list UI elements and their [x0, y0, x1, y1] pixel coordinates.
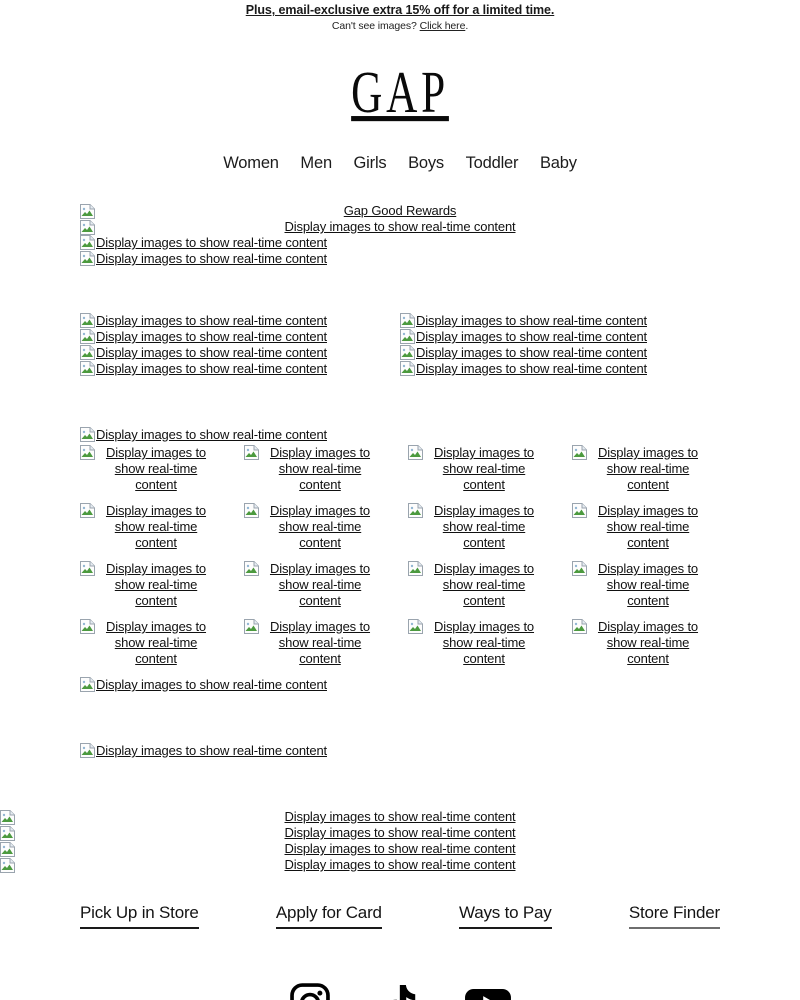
list-item [80, 361, 400, 377]
nav-item-boys[interactable]: Boys [408, 154, 444, 172]
alt-text-link[interactable]: Display images to show real-time content [597, 619, 699, 666]
broken-image-icon [80, 743, 95, 758]
list-item [400, 361, 720, 377]
product-grid-block [0, 427, 800, 759]
alt-text-link[interactable]: Display images to show real-time content [416, 361, 647, 376]
broken-image-icon [400, 345, 415, 360]
tiktok-icon[interactable] [376, 981, 420, 1000]
list-item [400, 345, 720, 361]
alt-text-link[interactable]: Display images to show real-time content [269, 503, 371, 550]
broken-image-icon [572, 561, 587, 576]
nav-item-toddler[interactable]: Toddler [465, 154, 519, 172]
alt-text-link[interactable]: Display images to show real-time content [96, 329, 327, 344]
list-item [400, 329, 720, 345]
nav-item-women[interactable]: Women [223, 154, 279, 172]
product-grid-row [80, 619, 720, 667]
product-cell [572, 561, 736, 609]
alt-text-link[interactable]: Display images to show real-time content [105, 503, 207, 550]
grid-banner [80, 427, 720, 443]
broken-image-icon [80, 445, 95, 460]
product-cell [80, 619, 244, 667]
broken-image-icon [408, 561, 423, 576]
rewards-alt-link[interactable]: Display images to show real-time content [96, 251, 327, 266]
apply-for-card-button[interactable]: Apply for Card [276, 903, 382, 929]
footer-alt-link[interactable]: Display images to show real-time content [284, 825, 516, 840]
alt-text-link[interactable]: Display images to show real-time content [105, 619, 207, 666]
broken-image-icon [572, 445, 587, 460]
broken-image-icon [80, 361, 95, 376]
broken-image-icon [400, 329, 415, 344]
broken-image-icon [244, 619, 259, 634]
broken-image-icon [80, 345, 95, 360]
product-cell [80, 561, 244, 609]
two-column-left [80, 313, 400, 377]
rewards-image-link[interactable]: Display images to show real-time content [284, 219, 516, 234]
broken-image-icon [0, 826, 15, 841]
broken-image-icon [244, 445, 259, 460]
product-cell [572, 619, 736, 667]
alt-text-link[interactable]: Display images to show real-time content [96, 361, 327, 376]
store-finder-button[interactable]: Store Finder [629, 903, 720, 929]
broken-image-icon [80, 427, 95, 442]
alt-text-link[interactable]: Display images to show real-time content [269, 445, 371, 492]
alt-text-link[interactable]: Display images to show real-time content [433, 503, 535, 550]
footer-link-column [80, 809, 720, 873]
product-cell [80, 445, 244, 493]
broken-image-icon [80, 204, 95, 219]
alt-text-link[interactable]: Display images to show real-time content [105, 561, 207, 608]
broken-image-icon [80, 503, 95, 518]
product-cell [408, 445, 572, 493]
footer-icon-column [0, 810, 15, 874]
product-cell [80, 503, 244, 551]
product-cell [244, 561, 408, 609]
broken-image-icon [80, 220, 95, 235]
broken-image-icon [80, 619, 95, 634]
alt-text-link[interactable]: Display images to show real-time content [96, 743, 327, 758]
social-links-row [0, 981, 800, 1000]
broken-image-icon [400, 361, 415, 376]
rewards-headline-center [80, 203, 720, 219]
broken-image-icon [244, 561, 259, 576]
youtube-icon[interactable] [464, 983, 512, 1000]
rewards-block [0, 203, 800, 267]
nav-item-men[interactable]: Men [300, 154, 332, 172]
click-here-link[interactable]: Click here [419, 20, 466, 32]
broken-image-icon [400, 313, 415, 328]
product-cell [408, 561, 572, 609]
alt-text-link[interactable]: Display images to show real-time content [96, 427, 327, 442]
list-item [400, 313, 720, 329]
alt-text-link[interactable]: Display images to show real-time content [416, 345, 647, 360]
broken-image-icon [80, 561, 95, 576]
grid-tail-one [80, 677, 720, 693]
brand-logo-container [0, 59, 800, 125]
broken-image-icon [80, 251, 95, 266]
broken-image-icon [408, 619, 423, 634]
alt-text-link[interactable]: Display images to show real-time content [433, 445, 535, 492]
broken-image-icon [0, 842, 15, 857]
broken-image-icon [80, 329, 95, 344]
broken-image-icon [80, 313, 95, 328]
alt-text-link[interactable]: Display images to show real-time content [597, 445, 699, 492]
rewards-left-item [80, 251, 720, 267]
rewards-headline-row [80, 203, 720, 219]
two-column-block [0, 313, 800, 377]
product-cell [244, 619, 408, 667]
preheader-fallback [0, 20, 800, 32]
alt-text-link[interactable]: Display images to show real-time content [96, 313, 327, 328]
rewards-subrow [80, 219, 720, 235]
product-cell [408, 503, 572, 551]
broken-image-icon [0, 858, 15, 873]
broken-image-icon [572, 503, 587, 518]
alt-text-link[interactable]: Display images to show real-time content [269, 619, 371, 666]
broken-image-icon [408, 503, 423, 518]
broken-image-icon [80, 677, 95, 692]
alt-text-link[interactable]: Display images to show real-time content [433, 561, 535, 608]
footer-alt-link[interactable]: Display images to show real-time content [284, 809, 516, 824]
product-grid-row [80, 561, 720, 609]
two-column-right [400, 313, 720, 377]
broken-image-icon [244, 503, 259, 518]
ways-to-pay-button[interactable]: Ways to Pay [459, 903, 552, 929]
alt-text-link[interactable]: Display images to show real-time content [269, 561, 371, 608]
product-cell [572, 503, 736, 551]
preheader-offer-link[interactable]: Plus, email-exclusive extra 15% off for a limited time. [245, 3, 555, 17]
footer-alt-link[interactable]: Display images to show real-time content [284, 841, 516, 856]
alt-text-link[interactable]: Display images to show real-time content [416, 329, 647, 344]
product-cell [408, 619, 572, 667]
product-grid-row [80, 503, 720, 551]
alt-text-link[interactable]: Display images to show real-time content [597, 503, 699, 550]
product-cell [244, 503, 408, 551]
alt-text-link[interactable]: Display images to show real-time content [597, 561, 699, 608]
alt-text-link[interactable]: Display images to show real-time content [105, 445, 207, 492]
footer-links-block [0, 809, 800, 873]
grid-tail-two [80, 743, 720, 759]
product-grid-row [80, 445, 720, 493]
broken-image-icon [572, 619, 587, 634]
broken-image-icon [408, 445, 423, 460]
preheader [0, 0, 800, 32]
alt-text-link[interactable]: Display images to show real-time content [433, 619, 535, 666]
preheader-fallback-prefix: Can't see images? [331, 20, 420, 32]
rewards-left-item [80, 235, 720, 251]
list-item [80, 345, 400, 361]
broken-image-icon [0, 810, 15, 825]
instagram-icon[interactable] [288, 981, 332, 1000]
service-links-row [0, 903, 800, 929]
nav-item-baby[interactable]: Baby [539, 154, 577, 172]
pick-up-in-store-button[interactable]: Pick Up in Store [80, 903, 199, 929]
nav-item-girls[interactable]: Girls [353, 154, 387, 172]
rewards-subrow-center [80, 219, 720, 235]
broken-image-icon [80, 235, 95, 250]
primary-navigation [0, 154, 800, 173]
alt-text-link[interactable]: Display images to show real-time content [96, 677, 327, 692]
product-cell [244, 445, 408, 493]
list-item [80, 313, 400, 329]
alt-text-link[interactable]: Display images to show real-time content [96, 345, 327, 360]
list-item [80, 329, 400, 345]
gap-good-rewards-link[interactable]: Gap Good Rewards [343, 203, 457, 218]
rewards-alt-link[interactable]: Display images to show real-time content [96, 235, 327, 250]
gap-logo[interactable]: GAP [351, 59, 449, 125]
footer-alt-link[interactable]: Display images to show real-time content [284, 857, 516, 872]
product-cell [572, 445, 736, 493]
preheader-fallback-suffix: . [465, 20, 469, 32]
alt-text-link[interactable]: Display images to show real-time content [416, 313, 647, 328]
